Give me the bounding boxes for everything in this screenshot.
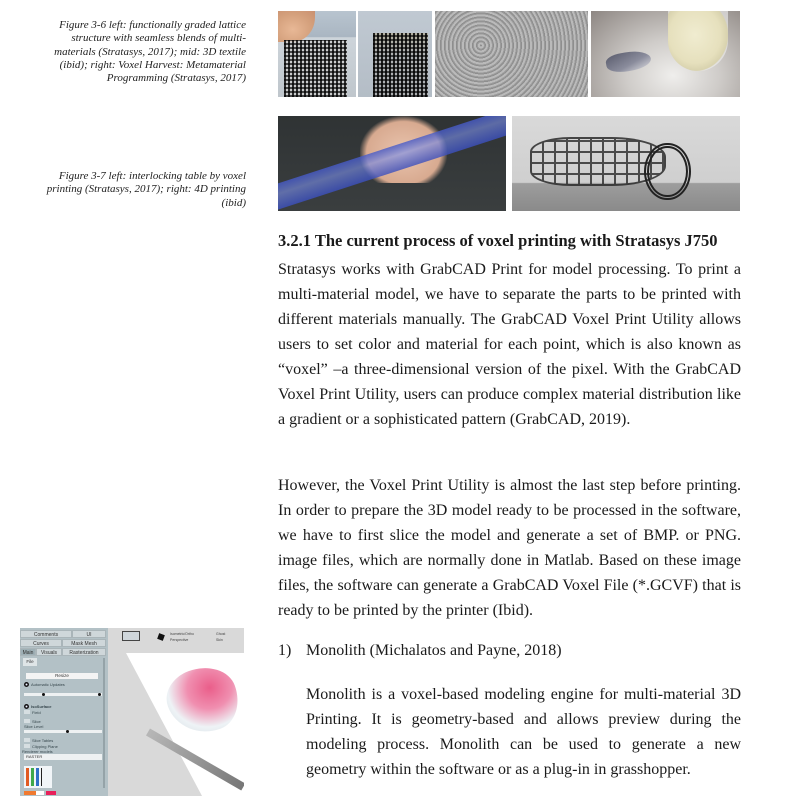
clipping-plane-label: Clipping Plane [32, 744, 58, 749]
figure-3-7-4d-printing-image [512, 116, 740, 211]
cube-icon[interactable] [157, 633, 165, 641]
tab-comments[interactable]: Comments [20, 630, 72, 638]
figure-3-6-textile-image [435, 11, 588, 97]
palette-color [26, 768, 29, 786]
field-checkbox[interactable] [24, 710, 30, 714]
monolith-ui-screenshot [20, 628, 244, 796]
figure-3-6-voxel-harvest-image [591, 11, 740, 97]
tab-row-1 [20, 630, 106, 638]
slider-knob[interactable] [98, 693, 101, 696]
caption-line: structure with seamless blends of multi- [71, 32, 246, 45]
slider-knob[interactable] [66, 730, 69, 733]
view-option[interactable]: Isometric/Ortho [170, 632, 194, 636]
figure-3-6-lattice-image-left [278, 11, 356, 97]
tab-visuals[interactable]: Visuals [36, 648, 62, 656]
isosurface-radio[interactable] [24, 704, 29, 709]
finger-shape [278, 11, 315, 42]
tab-mask-mesh[interactable]: Mask Mesh [62, 639, 106, 647]
caption-line: Figure 3-7 left: interlocking table by voxel [58, 170, 246, 182]
palette-color [31, 768, 34, 786]
wire-ring-shape [644, 143, 690, 201]
palette-color [36, 768, 39, 786]
tab-curves[interactable]: Curves [20, 639, 62, 647]
lattice-mesh [284, 40, 346, 97]
slice-checkbox[interactable] [24, 719, 30, 723]
tab-row-3 [20, 648, 106, 656]
view-option[interactable]: Perspective [170, 638, 189, 642]
list-item-body: Monolith is a voxel-based modeling engine for multi-material 3D Printing. It is geometry-based and allows preview during the modeling process. Monolith can be used to generate a new geometry within the software or as a plug-in in grasshopper. [306, 686, 741, 778]
color-swatch[interactable] [36, 791, 44, 795]
list-item-title: Monolith (Michalatos and Payne, 2018) [306, 642, 562, 659]
slider-knob[interactable] [42, 693, 45, 696]
caption-line: (ibid) [221, 196, 246, 209]
field-label: Field [32, 710, 41, 715]
list-item-number: 1) [278, 642, 292, 659]
color-swatch[interactable] [24, 791, 36, 795]
tab-main[interactable]: Main [20, 648, 36, 656]
tab-rasterization[interactable]: Rasterization [62, 648, 106, 656]
isosurface-label: IsoSurface [31, 704, 52, 709]
slice-level-label: Slice Level [24, 724, 44, 729]
resize-button[interactable]: Resize [26, 673, 98, 679]
caption-line: materials (Stratasys, 2017); mid: 3D textile [54, 45, 246, 58]
section-heading: 3.2.1 The current process of voxel printing with Stratasys J750 [278, 231, 718, 250]
figure-3-6-caption [10, 19, 246, 85]
palette-color [41, 768, 42, 786]
panel-scrollbar[interactable] [103, 658, 105, 788]
color-swatch[interactable] [46, 791, 56, 795]
view-cube-icon[interactable] [122, 631, 140, 641]
view-option[interactable]: Skin [216, 638, 223, 642]
view-option[interactable]: Ghost [216, 632, 226, 636]
tab-row-2 [20, 639, 106, 647]
resolution-slider[interactable] [24, 693, 102, 696]
slice-tables-label: Slice Tables [32, 738, 54, 743]
caption-line: Figure 3-6 left: functionally graded lattice [59, 19, 246, 31]
renderer-select[interactable]: RASTER [24, 754, 102, 760]
automatic-updates-label: Automatic Updates [31, 682, 65, 687]
monolith-3d-viewport[interactable] [108, 628, 244, 796]
file-button[interactable]: File [23, 658, 37, 666]
lattice-mesh [373, 33, 428, 97]
shoe-shape [668, 11, 728, 71]
slice-level-slider[interactable] [24, 730, 102, 733]
paragraph-2: However, the Voxel Print Utility is almost the last step before printing. In order to prepare the 3D model ready to be processed in the software, we have to first slice the model and generate a set of BMP. or PNG. image files, which are normally done in Matlab. Based on these image files, the software can generate a GrabCAD Voxel File (*.GCVF) that is ready to be printed by the printer (Ibid). [278, 477, 741, 619]
slice-tables-checkbox[interactable] [24, 738, 30, 742]
tab-ui[interactable]: UI [72, 630, 106, 638]
renderer-label: Renderer models [22, 749, 53, 754]
caption-line: (ibid); right: Voxel Harvest: Metamaterial [59, 58, 246, 71]
figure-3-7-caption [10, 170, 246, 210]
monolith-side-panel [20, 628, 108, 796]
automatic-updates-radio[interactable] [24, 682, 29, 687]
caption-line: printing (Stratasys, 2017); right: 4D printing [46, 183, 246, 196]
caption-line: Programming (Stratasys, 2017) [106, 72, 246, 85]
clipping-plane-checkbox[interactable] [24, 744, 30, 748]
paragraph-1: Stratasys works with GrabCAD Print for model processing. To print a multi-material model, we have to separate the parts to be printed with different materials manually. The GrabCAD Voxel Print Utility allows users to set color and material for each point, which is also known as “voxel” –a three-dimensional version of the pixel. With the GrabCAD Voxel Print Utility, users can produce complex material distribution like a gradient or a sophisticated pattern (GrabCAD, 2019). [278, 261, 741, 428]
figure-3-7-interlocking-table-image [278, 116, 506, 211]
foot-shape [605, 49, 652, 75]
slice-label: Slice [32, 719, 41, 724]
figure-3-6-lattice-image-right [358, 11, 432, 97]
material-palette[interactable] [24, 766, 52, 788]
